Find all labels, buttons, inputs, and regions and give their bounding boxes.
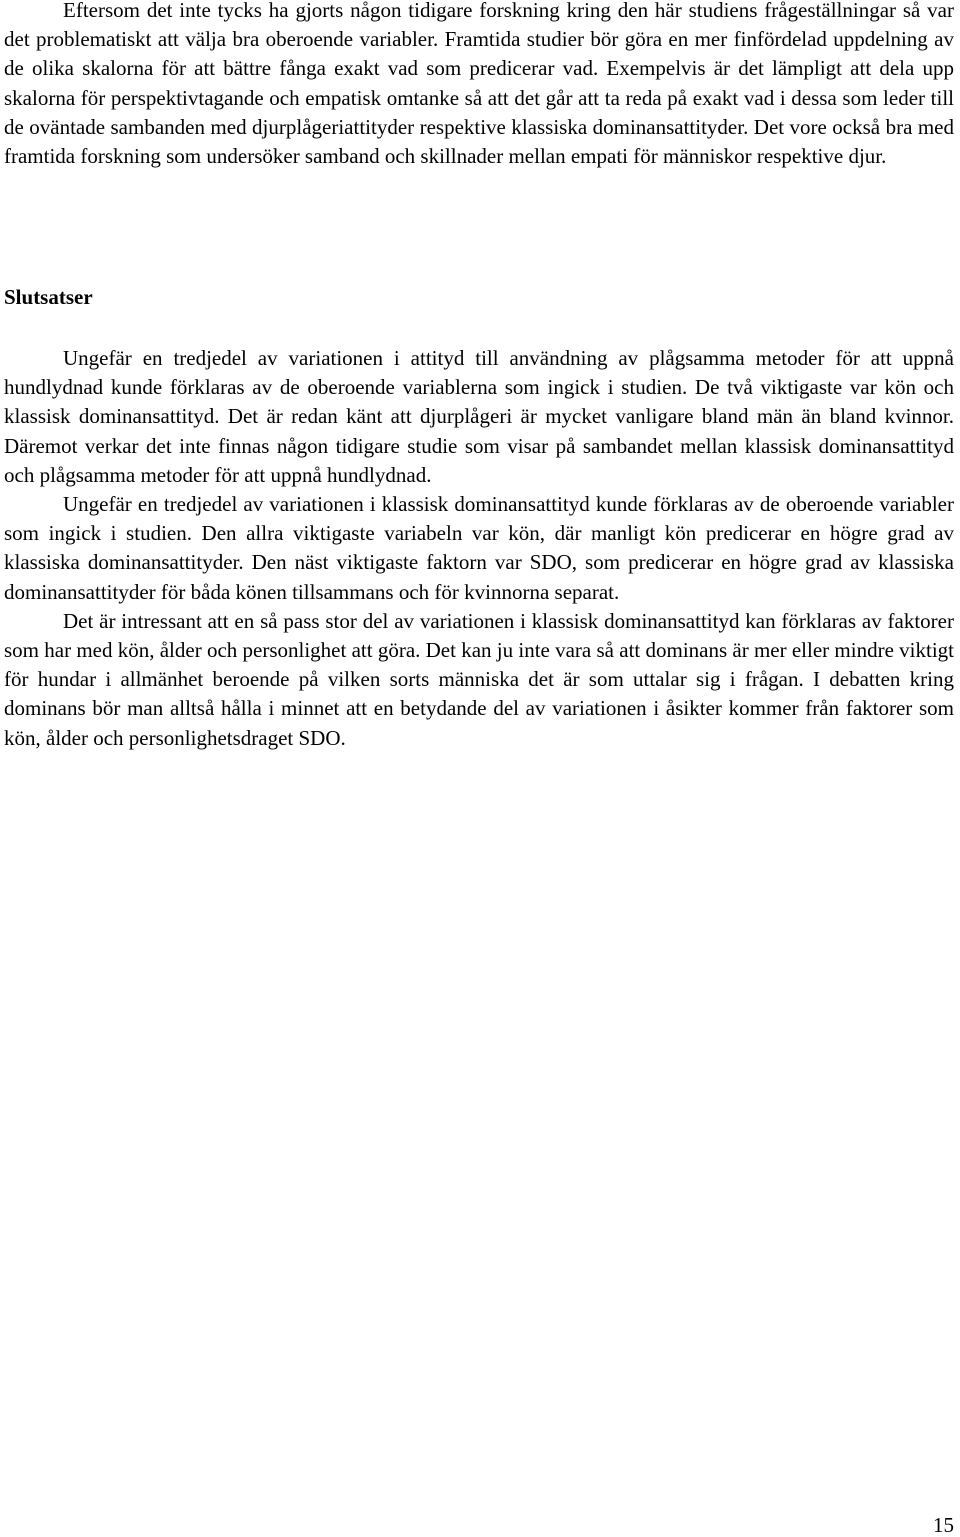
paragraph-future-research: Eftersom det inte tycks ha gjorts någon tidigare forskning kring den här studiens frågeställningar så var det problematiskt att välja bra oberoende variabler. Framtida studier bör göra en mer finfördelad uppdelning av de olika skalorna för att bättre fånga exakt vad som predicerar vad. Exempelvis är det lämpligt att dela upp skalorna för perspektivtagande och empatisk omtanke så att det går att ta reda på exakt vad i dessa som leder till de oväntade sambanden med djurplågeriattityder respektive klassiska dominansattityder. Det vore också bra med framtida forskning som undersöker samband och skillnader mellan empati för människor respektive djur. [4,0,954,169]
paragraph-conclusion-1: Ungefär en tredjedel av variationen i attityd till användning av plågsamma metoder för att uppnå hundlydnad kunde förklaras av de oberoende variablerna som ingick i studien. De två viktigaste var kön och klassisk dominansattityd. Det är redan känt att djurplågeri är mycket vanligare bland män än bland kvinnor. Däremot verkar det inte finnas någon tidigare studie som visar på sambandet mellan klassisk dominansattityd och plågsamma metoder för att uppnå hundlydnad. [4,346,954,487]
paragraph-conclusion-3: Det är intressant att en så pass stor del av variationen i klassisk dominansattityd kan förklaras av faktorer som har med kön, ålder och personlighet att göra. Det kan ju inte vara så att dominans är mer eller mindre viktigt för hundar i allmänhet beroende på vilken sorts människa det är som uttalar sig i frågan. I debatten kring dominans bör man alltså hålla i minnet att en betydande del av variationen i åsikter kommer från faktorer som kön, ålder och personlighetsdraget SDO. [4,608,954,750]
paragraph-conclusion-2: Ungefär en tredjedel av variationen i klassisk dominansattityd kunde förklaras av de oberoende variabler som ingick i studien. Den allra viktigaste variabeln var kön, där manligt kön predicerar en högre grad av klassiska dominansattityder. Den näst viktigaste faktorn var SDO, som predicerar en högre grad av klassiska dominansattityder för båda könen tillsammans och för kvinnorna separat. [4,492,954,604]
section-body [4,344,954,753]
section-heading-slutsatser: Slutsatser [4,285,93,309]
page-number: 15 [933,1513,954,1537]
